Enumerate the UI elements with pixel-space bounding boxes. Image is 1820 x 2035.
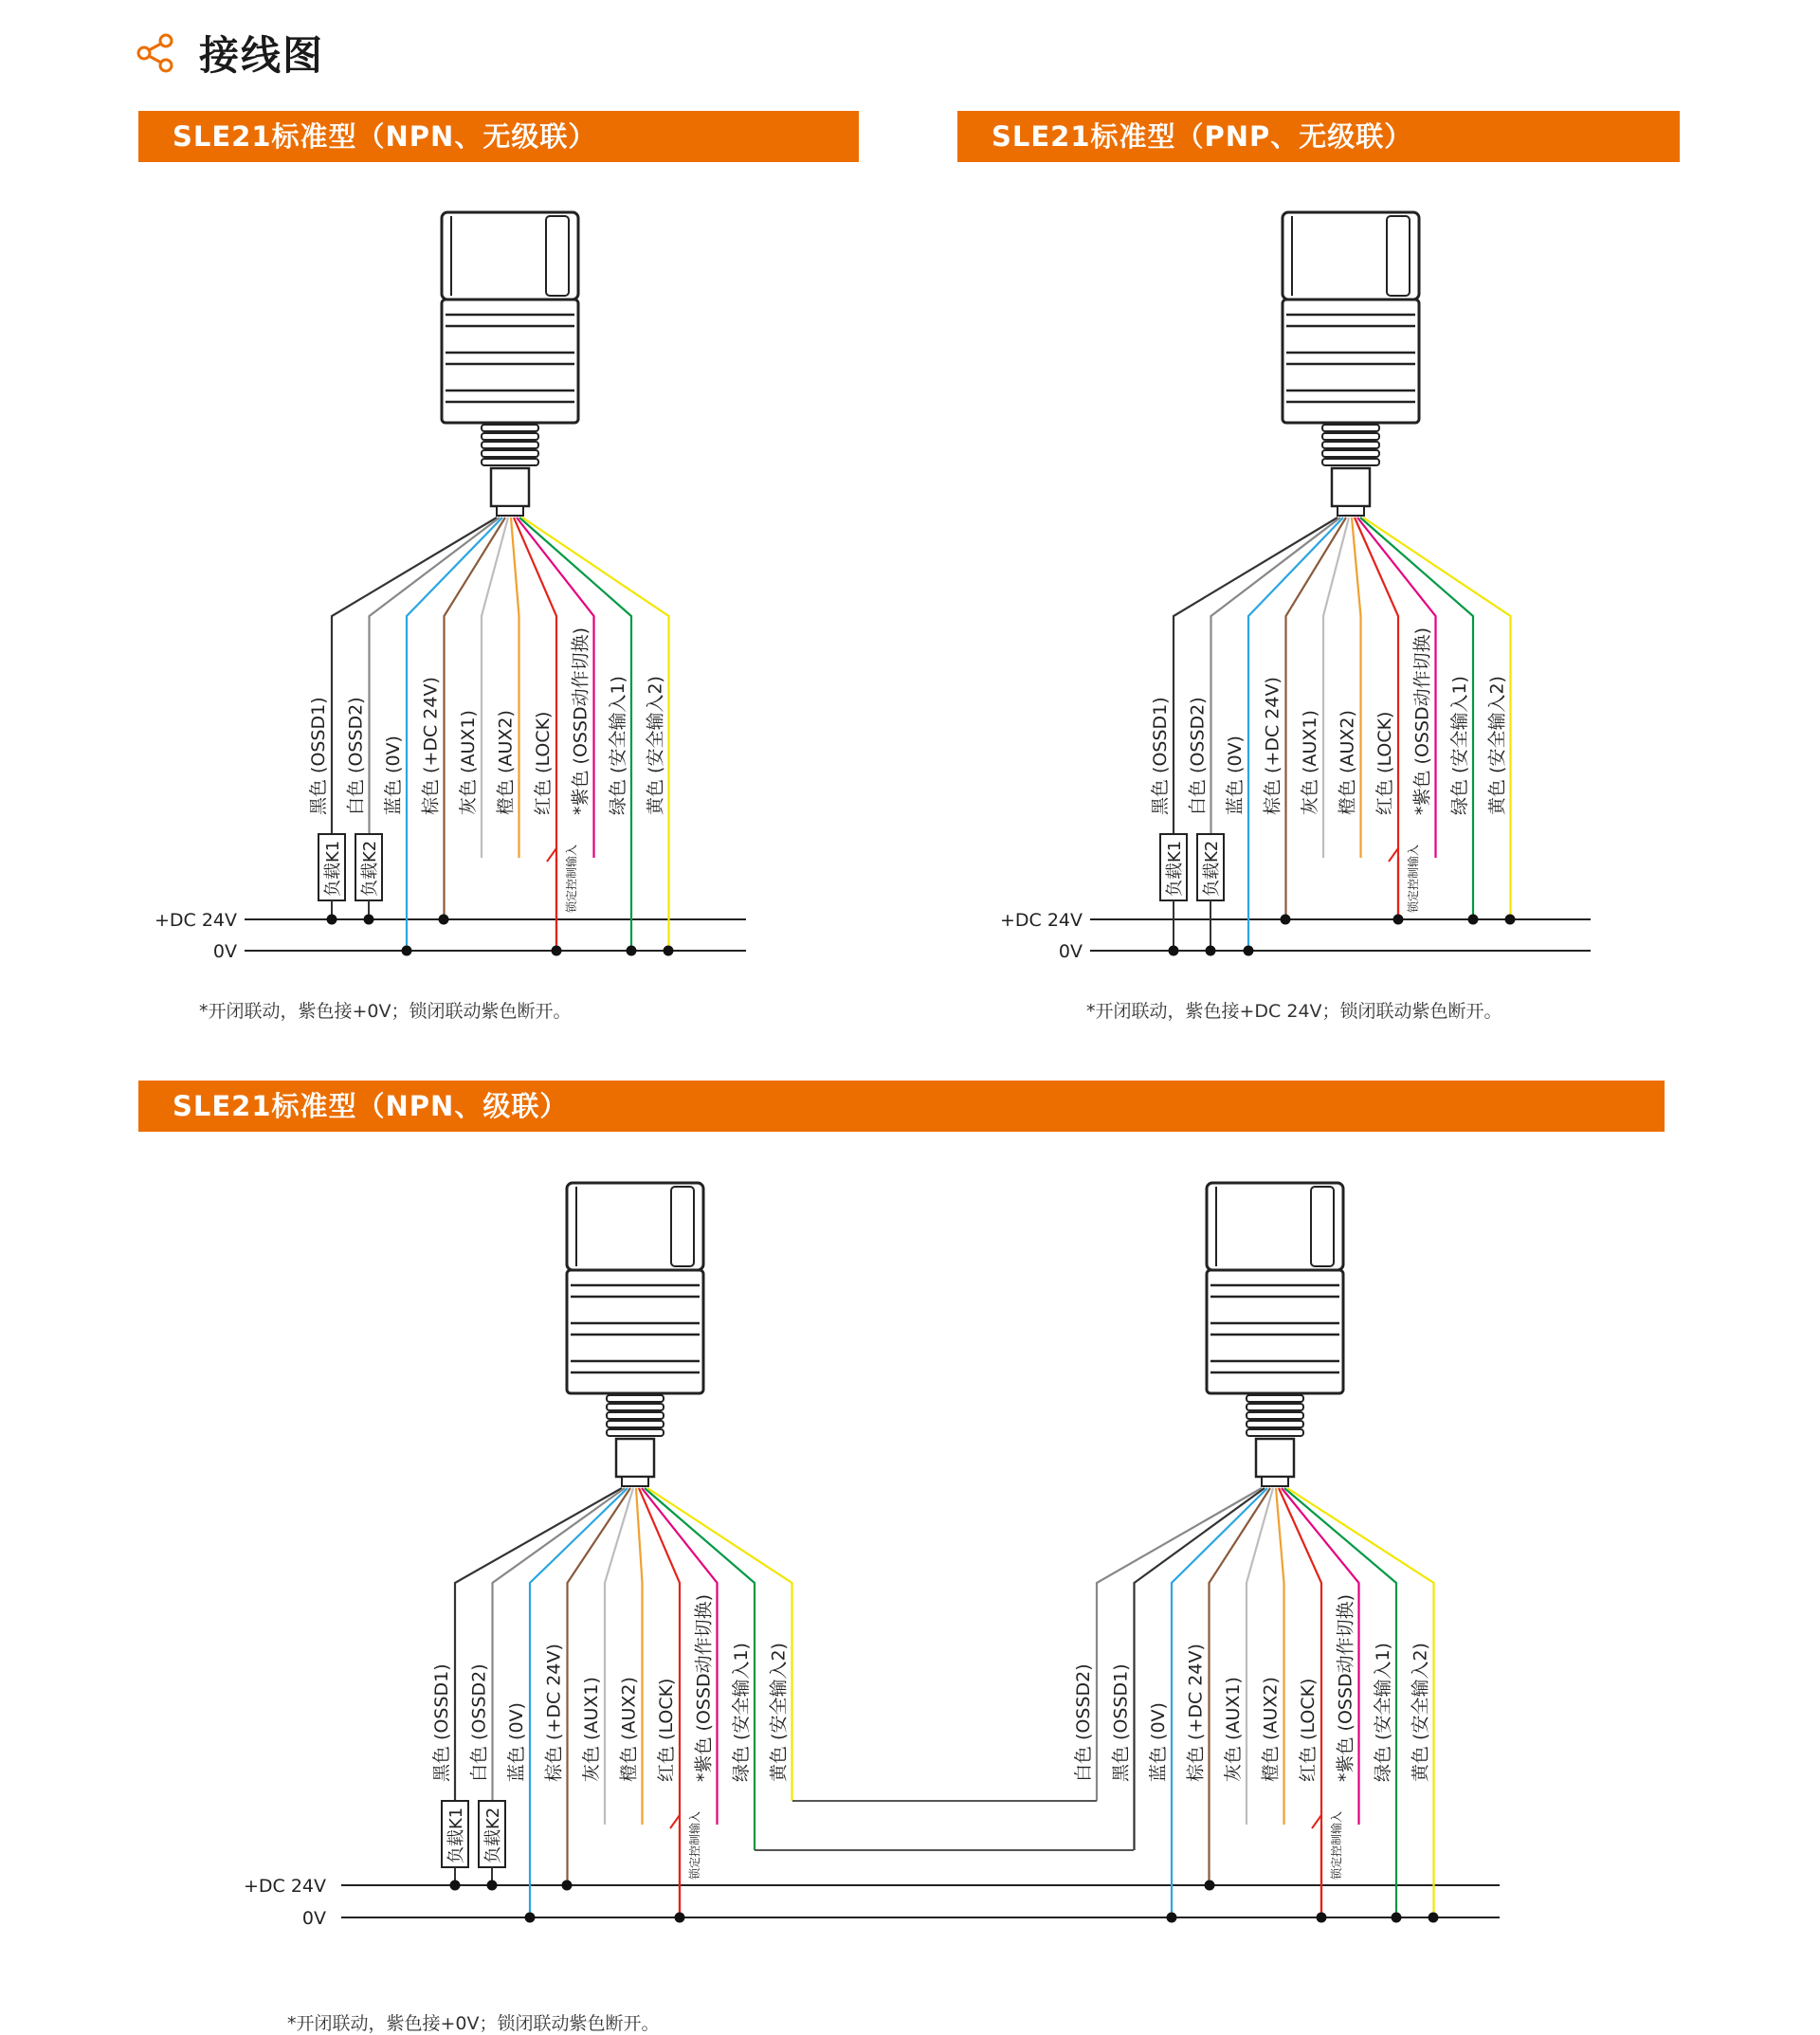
wire-label-brown: 棕色 (+DC 24V) (1262, 677, 1283, 815)
wire-label-green: 绿色 (安全输入1) (731, 1643, 752, 1782)
junction-dot (1206, 946, 1216, 956)
wire-label-red: 红色 (LOCK) (1298, 1678, 1319, 1782)
wire-label-red: 红色 (LOCK) (1374, 711, 1395, 815)
wire-label-gray: 灰色 (AUX1) (1223, 1677, 1244, 1782)
wire-label-blue: 蓝色 (0V) (383, 736, 404, 815)
rail-zero-label: 0V (1058, 941, 1083, 962)
junction-dot (1281, 915, 1291, 925)
wire-label-green: 绿色 (安全输入1) (1449, 676, 1470, 815)
wire-label-white: 白色 (OSSD2) (1073, 1663, 1094, 1782)
sensor-head-face (1387, 216, 1410, 296)
wire-label-orange: 橙色 (AUX2) (495, 710, 517, 815)
sensor-rib (1247, 1429, 1303, 1436)
lock-input-label: 锁定控制输入 (1330, 1810, 1343, 1880)
wire-label-orange: 橙色 (AUX2) (1260, 1677, 1282, 1782)
sensor-body (442, 300, 578, 423)
sensor-body (567, 1270, 703, 1393)
sensor-head-face (671, 1187, 694, 1266)
junction-dot (1429, 1913, 1439, 1923)
sensor-body (1283, 300, 1419, 423)
wire-label-blue: 蓝色 (0V) (506, 1702, 527, 1782)
junction-dot (525, 1913, 536, 1923)
wire-label-gray: 灰色 (AUX1) (581, 1677, 602, 1782)
junction-dot (1505, 915, 1516, 925)
junction-dot (487, 1881, 498, 1891)
note-npn: *开闭联动，紫色接+0V；锁闭联动紫色断开。 (199, 1001, 572, 1022)
sensor-rib (1322, 433, 1379, 440)
note-npn-cascade: *开闭联动，紫色接+0V；锁闭联动紫色断开。 (287, 2013, 660, 2034)
junction-dot (675, 1913, 685, 1923)
load-k2-label: 负载K2 (1202, 840, 1222, 897)
wire-label-white: 白色 (OSSD2) (468, 1663, 490, 1782)
junction-dot (552, 946, 562, 956)
lock-switch (1389, 833, 1398, 862)
junction-dot (439, 915, 449, 925)
rail-plus-label: +DC 24V (154, 910, 237, 931)
wire-label-red: 红色 (LOCK) (656, 1678, 677, 1782)
sensor-connector (491, 468, 529, 506)
wire-label-yellow: 黄色 (安全输入2) (768, 1643, 790, 1782)
junction-dot (1244, 946, 1254, 956)
junction-dot (364, 915, 374, 925)
sensor-rib (1247, 1412, 1303, 1419)
load-k1-label: 负载K1 (323, 840, 343, 897)
note-pnp: *开闭联动，紫色接+DC 24V；锁闭联动紫色断开。 (1086, 1001, 1502, 1022)
wire-label-blue: 蓝色 (0V) (1148, 1702, 1169, 1782)
sensor-plug (497, 506, 523, 516)
junction-dot (664, 946, 674, 956)
junction-dot (1317, 1913, 1327, 1923)
page-title: 接线图 (199, 32, 325, 79)
wire-label-blue: 蓝色 (0V) (1225, 736, 1246, 815)
junction-dot (327, 915, 337, 925)
load-k1-label: 负载K1 (446, 1807, 466, 1863)
sensor-rib (482, 459, 538, 465)
wire-label-brown: 棕色 (+DC 24V) (1185, 1644, 1207, 1782)
sensor-rib (1322, 450, 1379, 457)
sensor-rib (607, 1395, 664, 1402)
sensor-head-face (1311, 1187, 1334, 1266)
section-header-npn-no-cascade: SLE21标准型（NPN、无级联） (138, 111, 859, 162)
wire-label-orange: 橙色 (AUX2) (618, 1677, 640, 1782)
wire-label-black: 黑色 (OSSD1) (1150, 697, 1171, 815)
sensor-rib (1247, 1404, 1303, 1410)
rail-plus-label: +DC 24V (999, 910, 1083, 931)
wire-label-yellow: 黄色 (安全输入2) (1486, 676, 1508, 815)
load-k1-label: 负载K1 (1165, 840, 1185, 897)
sensor-rib (482, 433, 538, 440)
junction-dot (627, 946, 637, 956)
junction-dot (1392, 1913, 1402, 1923)
wire-label-gray: 灰色 (AUX1) (458, 710, 479, 815)
junction-dot (1468, 915, 1479, 925)
sensor-head-face (546, 216, 569, 296)
wire-label-green: 绿色 (安全输入1) (608, 676, 628, 815)
junction-dot (402, 946, 412, 956)
rail-plus-label: +DC 24V (243, 1876, 326, 1897)
lock-switch (547, 833, 556, 862)
junction-dot (450, 1881, 461, 1891)
sensor-cascade-left (567, 1183, 703, 1486)
sensor-body (1207, 1270, 1343, 1393)
wire-label-brown: 棕色 (+DC 24V) (543, 1644, 565, 1782)
sensor-pnp (1283, 212, 1419, 516)
wire-label-brown: 棕色 (+DC 24V) (420, 677, 442, 815)
wire-label-purple: *紫色 (OSSD动作切换) (693, 1593, 715, 1782)
wire-label-red: 红色 (LOCK) (533, 711, 554, 815)
sensor-connector (1256, 1439, 1294, 1477)
sensor-rib (607, 1412, 664, 1419)
rail-zero-label: 0V (212, 941, 237, 962)
wire-label-gray: 灰色 (AUX1) (1300, 710, 1320, 815)
lock-switch (1312, 1800, 1321, 1828)
sensor-rib (482, 442, 538, 448)
rail-zero-label: 0V (301, 1908, 326, 1929)
sensor-rib (482, 450, 538, 457)
section-header-pnp-no-cascade: SLE21标准型（PNP、无级联） (957, 111, 1680, 162)
sensor-rib (1247, 1421, 1303, 1427)
junction-dot (562, 1881, 573, 1891)
page-header (135, 25, 324, 82)
sensor-rib (1322, 442, 1379, 448)
wire-label-purple: *紫色 (OSSD动作切换) (1335, 1593, 1356, 1782)
share-nodes-icon (135, 32, 176, 74)
wire-label-white: 白色 (OSSD2) (1187, 697, 1209, 815)
sensor-rib (607, 1421, 664, 1427)
wire-label-purple: *紫色 (OSSD动作切换) (1411, 627, 1433, 815)
sensor-rib (1247, 1395, 1303, 1402)
sensor-rib (1322, 425, 1379, 431)
wire-label-yellow: 黄色 (安全输入2) (1410, 1643, 1431, 1782)
section-header-npn-cascade: SLE21标准型（NPN、级联） (138, 1081, 1665, 1132)
junction-dot (1393, 915, 1404, 925)
wire-label-orange: 橙色 (AUX2) (1337, 710, 1358, 815)
lock-switch (670, 1800, 680, 1828)
junction-dot (1169, 946, 1179, 956)
sensor-rib (482, 425, 538, 431)
sensor-plug (1338, 506, 1364, 516)
junction-dot (1167, 1913, 1177, 1923)
lock-input-label: 锁定控制输入 (688, 1810, 701, 1880)
lock-input-label: 锁定控制输入 (565, 844, 578, 913)
wire-label-black: 黑色 (OSSD1) (431, 1663, 452, 1782)
sensor-cascade-right (1207, 1183, 1343, 1486)
sensor-connector (616, 1439, 654, 1477)
sensor-plug (1262, 1477, 1288, 1486)
sensor-connector (1332, 468, 1370, 506)
wire-label-black: 黑色 (OSSD1) (1110, 1663, 1132, 1782)
lock-input-label: 锁定控制输入 (1407, 844, 1420, 913)
wire-label-green: 绿色 (安全输入1) (1373, 1643, 1393, 1782)
sensor-rib (607, 1429, 664, 1436)
sensor-rib (607, 1404, 664, 1410)
sensor-plug (622, 1477, 648, 1486)
wire-label-purple: *紫色 (OSSD动作切换) (570, 627, 592, 815)
wire-label-white: 白色 (OSSD2) (345, 697, 367, 815)
wire-label-black: 黑色 (OSSD1) (308, 697, 329, 815)
load-k2-label: 负载K2 (360, 840, 380, 897)
sensor-npn (442, 212, 578, 516)
junction-dot (1205, 1881, 1215, 1891)
load-k2-label: 负载K2 (483, 1807, 503, 1863)
sensor-rib (1322, 459, 1379, 465)
wire-label-yellow: 黄色 (安全输入2) (645, 676, 666, 815)
